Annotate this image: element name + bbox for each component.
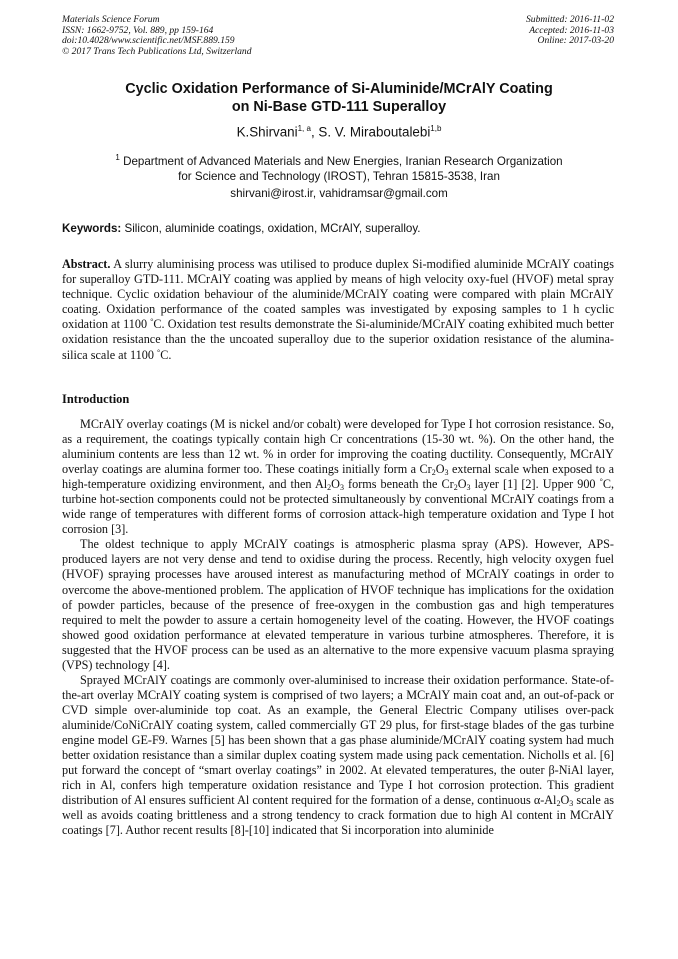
degree-symbol: ° bbox=[156, 347, 161, 357]
author-name: S. V. Miraboutalebi bbox=[318, 124, 431, 140]
author-separator: , bbox=[310, 124, 319, 140]
keywords-text: Silicon, aluminide coatings, oxidation, MCrAlY, superalloy. bbox=[121, 222, 421, 235]
introduction-body bbox=[62, 417, 614, 838]
title-line-1: Cyclic Oxidation Performance of Si-Aluminide/MCrAlY Coating bbox=[125, 81, 553, 97]
paragraph: MCrAlY overlay coatings (M is nickel and/or cobalt) were developed for Type I hot corrosion resistance. So, as a requirement, the coatings typically contain high Cr concentrations (15-30 wt. %). On the other hand, the aluminium contents are less than 12 wt. % in order for improving the coating ductility. Consequently, MCrAlY overlay coatings are alumina former too. These coatings initially form a $Cr_2O_3$ external scale when exposed to a high-temperature oxidizing environment, and then $Al_2O_3$ forms beneath the $Cr_2O_3$ layer [1] [2]. Upper 900 °C, turbine hot-section components could not be protected simultaneously by conventional MCrAlY coatings from a wide range of temperatures with different forms of corrosion attack-high temperature oxidation and Type I hot corrosion [3]. bbox=[62, 417, 615, 537]
affiliation bbox=[40, 150, 638, 184]
issn-line: ISSN: 1662-9752, Vol. 889, pp 159-164 bbox=[62, 24, 214, 36]
author-emails: shirvani@irost.ir, vahidramsar@gmail.com bbox=[230, 187, 448, 200]
paragraph: Sprayed MCrAlY coatings are commonly over-aluminised to increase their oxidation performance. State-of-the-art overlay MCrAlY coating system is comprised of two layers; a MCrAlY main coat and, an out-of-pack or CVD simple over-aluminide top coat. As an example, the General Electric Company utilises over-pack aluminide/CoNiCrAlY coating system, called commercially GT 29 plus, for first-stage blades of the gas turbine engine model GE-F9. Warnes [5] has been shown that a gas phase aluminide/MCrAlY coating system had much better oxidation resistance than a similar duplex coating system made using pack cementation. Nicholls et al. [6] put forward the concept of “smart overlay coatings” in 2002. At elevated temperatures, the outer β-NiAl layer, rich in Al, confers high temperature oxidation resistance and Type I hot corrosion protection. This gradient distribution of Al ensures sufficient Al content required for the formation of a dense, continuous $\alpha-Al_2O_3$ scale as well as avoids coating brittleness and a strong tendency to crack formation due to high Al content in MCrAlY coatings [7]. Author recent results [8]-[10] indicated that Si incorporation into aluminide bbox=[62, 672, 614, 838]
author-affiliation-mark: 1,b bbox=[430, 124, 442, 133]
accepted-date: Accepted: 2016-11-03 bbox=[529, 24, 614, 36]
author-affiliation-mark: 1, a bbox=[297, 124, 311, 133]
journal-name: Materials Science Forum bbox=[62, 14, 160, 25]
keywords-label: Keywords: bbox=[62, 222, 122, 235]
degree-symbol: ° bbox=[150, 317, 154, 327]
title-line-2: on Ni-Base GTD-111 Superalloy bbox=[231, 98, 447, 115]
journal-info bbox=[62, 15, 252, 57]
submission-dates bbox=[526, 15, 614, 47]
author-name: K.Shirvani bbox=[236, 124, 298, 140]
abstract-label: Abstract. bbox=[62, 257, 111, 271]
paper-title bbox=[40, 81, 638, 116]
author-list bbox=[40, 124, 638, 139]
submitted-date: Submitted: 2016-11-02 bbox=[525, 14, 614, 25]
affiliation-mark: 1 bbox=[115, 153, 120, 162]
affiliation-line-1: $^1$ Department of Advanced Materials and New Energies, Iranian Research Organization bbox=[115, 153, 563, 168]
paragraph: The oldest technique to apply MCrAlY coatings is atmospheric plasma spray (APS). However, APS-produced layers are not very dense and tend to oxidise during the process. Recently, high velocity oxygen fuel (HVOF) spraying processes have aroused interest as manufacturing method of MCrAlY coatings in order to overcome the above-mentioned problem. The application of HVOF technique has implications for the oxidation of powder particles, because of the presence of free-oxygen in the combustion gas and high temperatures required to melt the powder to assure a certain homogeneity level of the coating. However, the HVOF coatings showed good oxidation performance at elevated temperature in various turbine atmospheres. Therefore, it is suggested that the HVOF process can be used as an alternative to the more expensive vacuum plasma spraying (VPS) technology [4]. bbox=[62, 537, 614, 672]
doi-line: doi:10.4028/www.scientific.net/MSF.889.159 bbox=[62, 35, 235, 47]
affiliation-line-2: for Science and Technology (IROST), Tehran 15815-3538, Iran bbox=[178, 169, 500, 183]
section-heading-introduction: Introduction bbox=[62, 392, 130, 406]
online-date: Online: 2017-03-20 bbox=[537, 35, 614, 47]
abstract: Abstract. A slurry aluminising process was utilised to produce duplex Si-modified aluminide MCrAlY coatings for superalloy GTD-111. MCrAlY coating was applied by means of high velocity oxy-fuel (HVOF) metal spray technique. Cyclic oxidation behaviour of the aluminide/MCrAlY coating were compared with plain MCrAlY coating. Oxidation performance of the coated samples was investigated by exposing samples to 1 h cyclic oxidation at 1100 °C. Oxidation test results demonstrate the Si-aluminide/MCrAlY coating exhibited much better oxidation resistance than the the uncoated superalloy due to the superior oxidation resistance of the alumina-silica scale at 1100 °C. bbox=[62, 257, 614, 362]
keywords bbox=[62, 222, 614, 235]
copyright-line: © 2017 Trans Tech Publications Ltd, Switzerland bbox=[62, 45, 252, 57]
